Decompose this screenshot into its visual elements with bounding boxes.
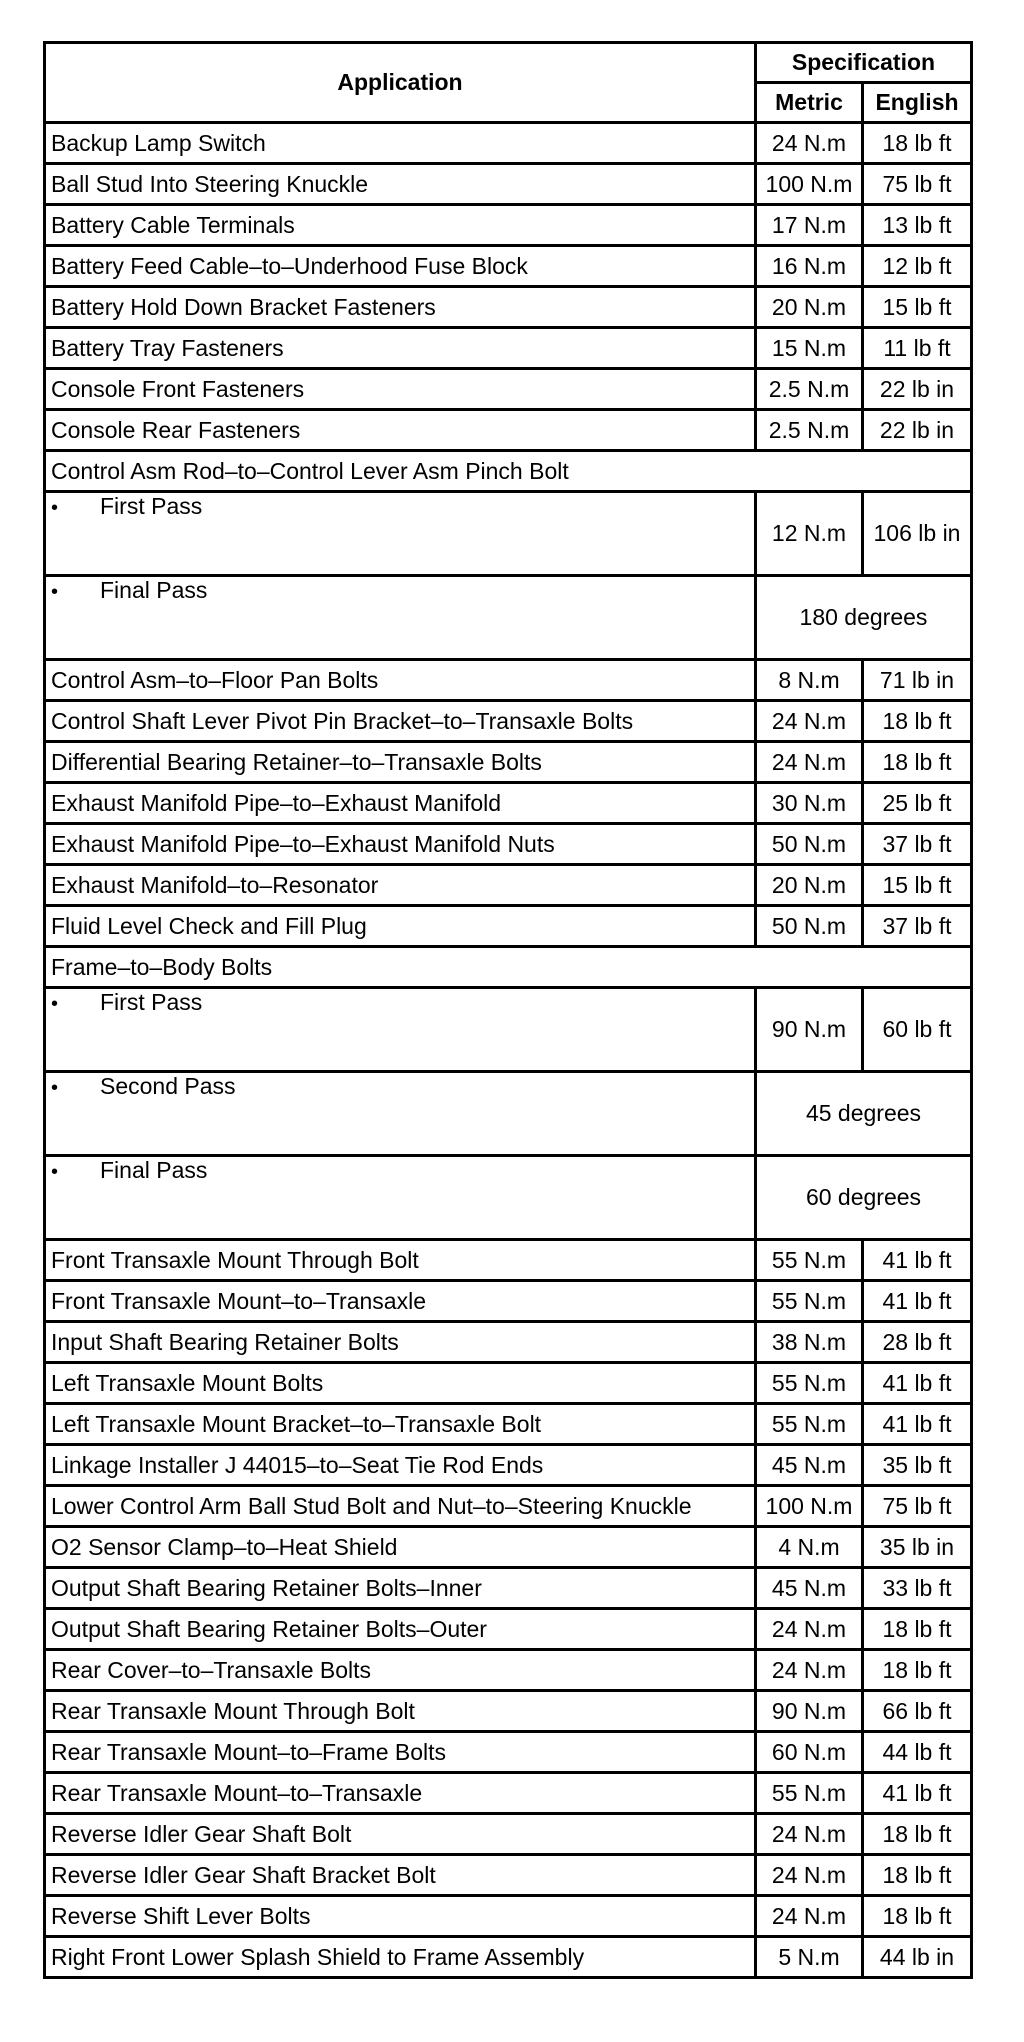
english-cell: 35 lb in — [863, 1527, 972, 1568]
table-row — [45, 988, 972, 1072]
metric-cell: 38 N.m — [756, 1322, 863, 1363]
application-cell: Ball Stud Into Steering Knuckle — [45, 164, 756, 205]
table-row — [45, 451, 972, 492]
bullet: • — [51, 581, 59, 603]
english-cell: 44 lb ft — [863, 1732, 972, 1773]
application-cell: Linkage Installer J 44015–to–Seat Tie Rod Ends — [45, 1445, 756, 1486]
sub-item-label: Final Pass — [100, 1157, 208, 1183]
metric-cell: 50 N.m — [756, 824, 863, 865]
table-row — [45, 1445, 972, 1486]
metric-cell: 12 N.m — [756, 492, 863, 576]
table-row — [45, 492, 972, 576]
english-cell: 71 lb in — [863, 660, 972, 701]
group-heading-cell: Control Asm Rod–to–Control Lever Asm Pinch Bolt — [45, 451, 972, 492]
table-row — [45, 1568, 972, 1609]
english-cell: 18 lb ft — [863, 1855, 972, 1896]
application-cell: Rear Transaxle Mount–to–Transaxle — [45, 1773, 756, 1814]
table-row — [45, 1691, 972, 1732]
sub-item-label: First Pass — [100, 493, 203, 519]
sub-item-label: First Pass — [100, 989, 203, 1015]
english-cell: 18 lb ft — [863, 742, 972, 783]
application-cell: Front Transaxle Mount Through Bolt — [45, 1240, 756, 1281]
table-row — [45, 1855, 972, 1896]
table-row — [45, 246, 972, 287]
torque-spec-table — [43, 41, 973, 1979]
application-cell: Battery Cable Terminals — [45, 205, 756, 246]
metric-cell: 16 N.m — [756, 246, 863, 287]
table-row — [45, 328, 972, 369]
english-cell: 41 lb ft — [863, 1363, 972, 1404]
english-cell: 41 lb ft — [863, 1773, 972, 1814]
english-cell: 15 lb ft — [863, 865, 972, 906]
degrees-cell: 45 degrees — [756, 1072, 972, 1156]
application-cell: Control Asm–to–Floor Pan Bolts — [45, 660, 756, 701]
metric-cell: 55 N.m — [756, 1240, 863, 1281]
sub-item-cell — [45, 988, 756, 1072]
metric-cell: 55 N.m — [756, 1363, 863, 1404]
table-row — [45, 1281, 972, 1322]
table-row — [45, 369, 972, 410]
metric-cell: 20 N.m — [756, 865, 863, 906]
degrees-cell: 60 degrees — [756, 1156, 972, 1240]
metric-cell: 100 N.m — [756, 164, 863, 205]
application-cell: Rear Transaxle Mount Through Bolt — [45, 1691, 756, 1732]
sub-item-cell — [45, 492, 756, 576]
metric-cell: 24 N.m — [756, 1609, 863, 1650]
english-cell: 75 lb ft — [863, 164, 972, 205]
english-cell: 18 lb ft — [863, 701, 972, 742]
table-row — [45, 1937, 972, 1978]
english-cell: 44 lb in — [863, 1937, 972, 1978]
metric-cell: 60 N.m — [756, 1732, 863, 1773]
table-row — [45, 742, 972, 783]
metric-cell: 90 N.m — [756, 988, 863, 1072]
table-row — [45, 1486, 972, 1527]
application-cell: Battery Feed Cable–to–Underhood Fuse Block — [45, 246, 756, 287]
application-cell: Rear Transaxle Mount–to–Frame Bolts — [45, 1732, 756, 1773]
bullet: • — [51, 1161, 59, 1183]
application-cell: Output Shaft Bearing Retainer Bolts–Outer — [45, 1609, 756, 1650]
english-cell: 41 lb ft — [863, 1281, 972, 1322]
table-row — [45, 1240, 972, 1281]
application-cell: Exhaust Manifold–to–Resonator — [45, 865, 756, 906]
metric-cell: 4 N.m — [756, 1527, 863, 1568]
application-cell: Battery Tray Fasteners — [45, 328, 756, 369]
sub-item-cell — [45, 1072, 756, 1156]
table-row — [45, 164, 972, 205]
metric-cell: 15 N.m — [756, 328, 863, 369]
table-body — [45, 123, 972, 1978]
application-cell: Rear Cover–to–Transaxle Bolts — [45, 1650, 756, 1691]
metric-cell: 8 N.m — [756, 660, 863, 701]
table-row — [45, 123, 972, 164]
bullet: • — [51, 1077, 59, 1099]
english-cell: 41 lb ft — [863, 1240, 972, 1281]
bullet: • — [51, 497, 59, 519]
table-row — [45, 1322, 972, 1363]
table-row — [45, 1156, 972, 1240]
table-row — [45, 1527, 972, 1568]
english-cell: 13 lb ft — [863, 205, 972, 246]
metric-cell: 24 N.m — [756, 1896, 863, 1937]
application-cell: Left Transaxle Mount Bracket–to–Transaxle Bolt — [45, 1404, 756, 1445]
application-cell: Output Shaft Bearing Retainer Bolts–Inner — [45, 1568, 756, 1609]
table-row — [45, 1609, 972, 1650]
english-cell: 66 lb ft — [863, 1691, 972, 1732]
metric-cell: 24 N.m — [756, 1855, 863, 1896]
sub-item-label: Second Pass — [100, 1073, 236, 1099]
english-cell: 15 lb ft — [863, 287, 972, 328]
table-row — [45, 1404, 972, 1445]
table-row — [45, 1650, 972, 1691]
table-row — [45, 1072, 972, 1156]
application-cell: Right Front Lower Splash Shield to Frame Assembly — [45, 1937, 756, 1978]
header-row — [45, 43, 972, 83]
table-row — [45, 1896, 972, 1937]
english-cell: 18 lb ft — [863, 1650, 972, 1691]
application-cell: Reverse Idler Gear Shaft Bolt — [45, 1814, 756, 1855]
metric-cell: 30 N.m — [756, 783, 863, 824]
table-row — [45, 1363, 972, 1404]
table-row — [45, 410, 972, 451]
application-cell: Console Rear Fasteners — [45, 410, 756, 451]
english-cell: 18 lb ft — [863, 1896, 972, 1937]
sub-item-label: Final Pass — [100, 577, 208, 603]
application-cell: Backup Lamp Switch — [45, 123, 756, 164]
specification-header: Specification — [756, 43, 972, 83]
metric-cell: 45 N.m — [756, 1445, 863, 1486]
application-cell: Reverse Shift Lever Bolts — [45, 1896, 756, 1937]
table-row — [45, 287, 972, 328]
metric-cell: 50 N.m — [756, 906, 863, 947]
english-cell: 60 lb ft — [863, 988, 972, 1072]
table-row — [45, 1732, 972, 1773]
metric-cell: 24 N.m — [756, 123, 863, 164]
english-cell: 37 lb ft — [863, 906, 972, 947]
metric-cell: 24 N.m — [756, 701, 863, 742]
metric-cell: 17 N.m — [756, 205, 863, 246]
english-cell: 75 lb ft — [863, 1486, 972, 1527]
application-header: Application — [45, 43, 756, 123]
sub-item-cell — [45, 576, 756, 660]
metric-cell: 24 N.m — [756, 1650, 863, 1691]
metric-cell: 24 N.m — [756, 1814, 863, 1855]
metric-cell: 20 N.m — [756, 287, 863, 328]
english-cell: 35 lb ft — [863, 1445, 972, 1486]
application-cell: Exhaust Manifold Pipe–to–Exhaust Manifold Nuts — [45, 824, 756, 865]
english-cell: 33 lb ft — [863, 1568, 972, 1609]
metric-header: Metric — [756, 83, 863, 123]
table-row — [45, 1814, 972, 1855]
bullet: • — [51, 993, 59, 1015]
application-cell: Front Transaxle Mount–to–Transaxle — [45, 1281, 756, 1322]
table-row — [45, 865, 972, 906]
english-cell: 37 lb ft — [863, 824, 972, 865]
table-row — [45, 783, 972, 824]
english-cell: 22 lb in — [863, 369, 972, 410]
table-row — [45, 205, 972, 246]
table-row — [45, 576, 972, 660]
application-cell: Reverse Idler Gear Shaft Bracket Bolt — [45, 1855, 756, 1896]
table-row — [45, 824, 972, 865]
metric-cell: 55 N.m — [756, 1773, 863, 1814]
group-heading-cell: Frame–to–Body Bolts — [45, 947, 972, 988]
application-cell: Lower Control Arm Ball Stud Bolt and Nut–to–Steering Knuckle — [45, 1486, 756, 1527]
table-row — [45, 1773, 972, 1814]
metric-cell: 2.5 N.m — [756, 410, 863, 451]
metric-cell: 45 N.m — [756, 1568, 863, 1609]
table-row — [45, 906, 972, 947]
table-header — [45, 43, 972, 123]
application-cell: Exhaust Manifold Pipe–to–Exhaust Manifold — [45, 783, 756, 824]
sub-item-cell — [45, 1156, 756, 1240]
degrees-cell: 180 degrees — [756, 576, 972, 660]
metric-cell: 55 N.m — [756, 1281, 863, 1322]
english-cell: 11 lb ft — [863, 328, 972, 369]
metric-cell: 100 N.m — [756, 1486, 863, 1527]
application-cell: Fluid Level Check and Fill Plug — [45, 906, 756, 947]
english-cell: 18 lb ft — [863, 123, 972, 164]
table-row — [45, 701, 972, 742]
english-cell: 22 lb in — [863, 410, 972, 451]
english-cell: 18 lb ft — [863, 1609, 972, 1650]
english-cell: 106 lb in — [863, 492, 972, 576]
english-cell: 41 lb ft — [863, 1404, 972, 1445]
metric-cell: 90 N.m — [756, 1691, 863, 1732]
table-row — [45, 660, 972, 701]
english-header: English — [863, 83, 972, 123]
application-cell: Battery Hold Down Bracket Fasteners — [45, 287, 756, 328]
application-cell: O2 Sensor Clamp–to–Heat Shield — [45, 1527, 756, 1568]
metric-cell: 24 N.m — [756, 742, 863, 783]
metric-cell: 5 N.m — [756, 1937, 863, 1978]
english-cell: 28 lb ft — [863, 1322, 972, 1363]
metric-cell: 2.5 N.m — [756, 369, 863, 410]
english-cell: 25 lb ft — [863, 783, 972, 824]
application-cell: Differential Bearing Retainer–to–Transaxle Bolts — [45, 742, 756, 783]
english-cell: 12 lb ft — [863, 246, 972, 287]
application-cell: Console Front Fasteners — [45, 369, 756, 410]
application-cell: Control Shaft Lever Pivot Pin Bracket–to–Transaxle Bolts — [45, 701, 756, 742]
application-cell: Input Shaft Bearing Retainer Bolts — [45, 1322, 756, 1363]
table-row — [45, 947, 972, 988]
metric-cell: 55 N.m — [756, 1404, 863, 1445]
application-cell: Left Transaxle Mount Bolts — [45, 1363, 756, 1404]
english-cell: 18 lb ft — [863, 1814, 972, 1855]
